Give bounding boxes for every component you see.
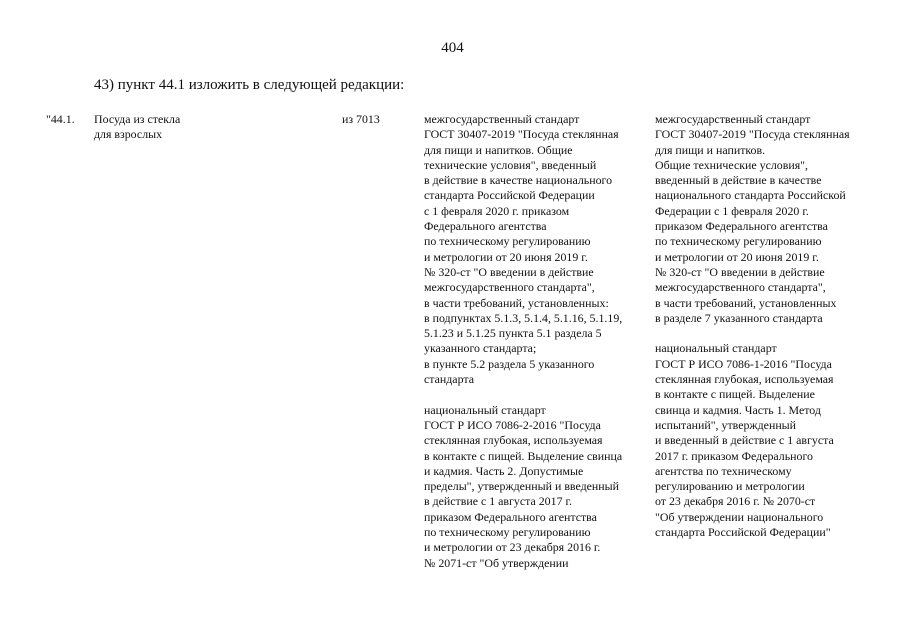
text-line: Федерального агентства [424,219,547,234]
text-line: Посуда из стекла [94,112,181,126]
page-number: 404 [441,40,464,56]
text-line: стандарта Российской Федерации [424,188,595,203]
text-line: Федерации с 1 февраля 2020 г. [655,203,809,218]
text-line: межгосударственный стандарт [655,112,811,126]
text-line: "Об утверждении национального [655,509,824,524]
text-line: в части требований, установленных [655,295,837,310]
text-line: в пункте 5.2 раздела 5 указанного [424,356,595,371]
text-line: приказом Федерального агентства [655,219,828,234]
text-line: для пищи и напитков. Общие [424,142,573,157]
text-line: и введенный в действие с 1 августа [655,433,834,448]
text-line: с 1 февраля 2020 г. приказом [424,203,570,218]
text-line: в разделе 7 указанного стандарта [655,310,823,325]
text-line: для пищи и напитков. [655,142,766,157]
text-line: и метрологии от 20 июня 2019 г. [424,249,588,264]
text-line: и кадмия. Часть 2. Допустимые [424,463,584,478]
standards-column-1 [424,112,622,571]
text-line: Общие технические условия", [655,157,808,172]
standards-column-2 [655,112,850,540]
text-line: от 23 декабря 2016 г. № 2070-ст [655,494,816,509]
text-line: в действие в качестве национального [424,173,613,188]
text-line: испытаний", утвержденный [655,417,797,432]
text-line: в контакте с пищей. Выделение свинца [424,448,623,463]
text-line: национального стандарта Российской [655,188,846,203]
text-line: и метрологии от 23 декабря 2016 г. [424,540,601,555]
text-line: в части требований, установленных: [424,295,609,310]
text-line: в контакте с пищей. Выделение [655,387,815,402]
amendment-intro: 43) пункт 44.1 изложить в следующей редакции: [94,77,405,93]
text-line: регулированию и метрологии [655,479,805,494]
text-line: № 320-ст "О введении в действие [655,264,825,279]
text-line: межгосударственного стандарта", [424,280,595,295]
text-line: национальный стандарт [655,341,777,356]
text-line: в действие с 1 августа 2017 г. [424,494,572,509]
item-number: "44.1. [46,112,75,126]
text-line: ГОСТ Р ИСО 7086-1-2016 "Посуда [655,356,832,371]
text-line: ГОСТ 30407-2019 "Посуда стеклянная [655,127,850,142]
text-line [424,387,622,402]
text-line: ГОСТ Р ИСО 7086-2-2016 "Посуда [424,417,601,432]
text-line: по техническому регулированию [424,525,591,540]
text-line: национальный стандарт [424,402,546,417]
text-line: указанного стандарта; [424,341,537,356]
text-line: ГОСТ 30407-2019 "Посуда стеклянная [424,127,619,142]
text-line [655,326,850,341]
text-line: № 320-ст "О введении в действие [424,264,594,279]
text-line: межгосударственный стандарт [424,112,580,126]
text-line: по техническому регулированию [655,234,822,249]
tnved-code: из 7013 [342,112,380,126]
text-line: стеклянная глубокая, используемая [424,433,603,448]
text-line: и метрологии от 20 июня 2019 г. [655,249,819,264]
text-line: стандарта [424,372,474,387]
text-line: технические условия", введенный [424,157,597,172]
text-line: стеклянная глубокая, используемая [655,372,834,387]
text-line: 5.1.23 и 5.1.25 пункта 5.1 раздела 5 [424,326,602,341]
text-line: 2017 г. приказом Федерального [655,448,813,463]
text-line: введенный в действие в качестве [655,173,822,188]
text-line: приказом Федерального агентства [424,509,597,524]
product-name [94,112,180,143]
text-line: для взрослых [94,127,163,142]
text-line: по техническому регулированию [424,234,591,249]
text-line: № 2071-ст "Об утверждении [424,555,569,570]
text-line: стандарта Российской Федерации" [655,525,831,540]
text-line: межгосударственного стандарта", [655,280,826,295]
text-line: в подпунктах 5.1.3, 5.1.4, 5.1.16, 5.1.19, [424,310,623,325]
text-line: свинца и кадмия. Часть 1. Метод [655,402,821,417]
text-line: пределы", утвержденный и введенный [424,479,620,494]
text-line: агентства по техническому [655,463,792,478]
